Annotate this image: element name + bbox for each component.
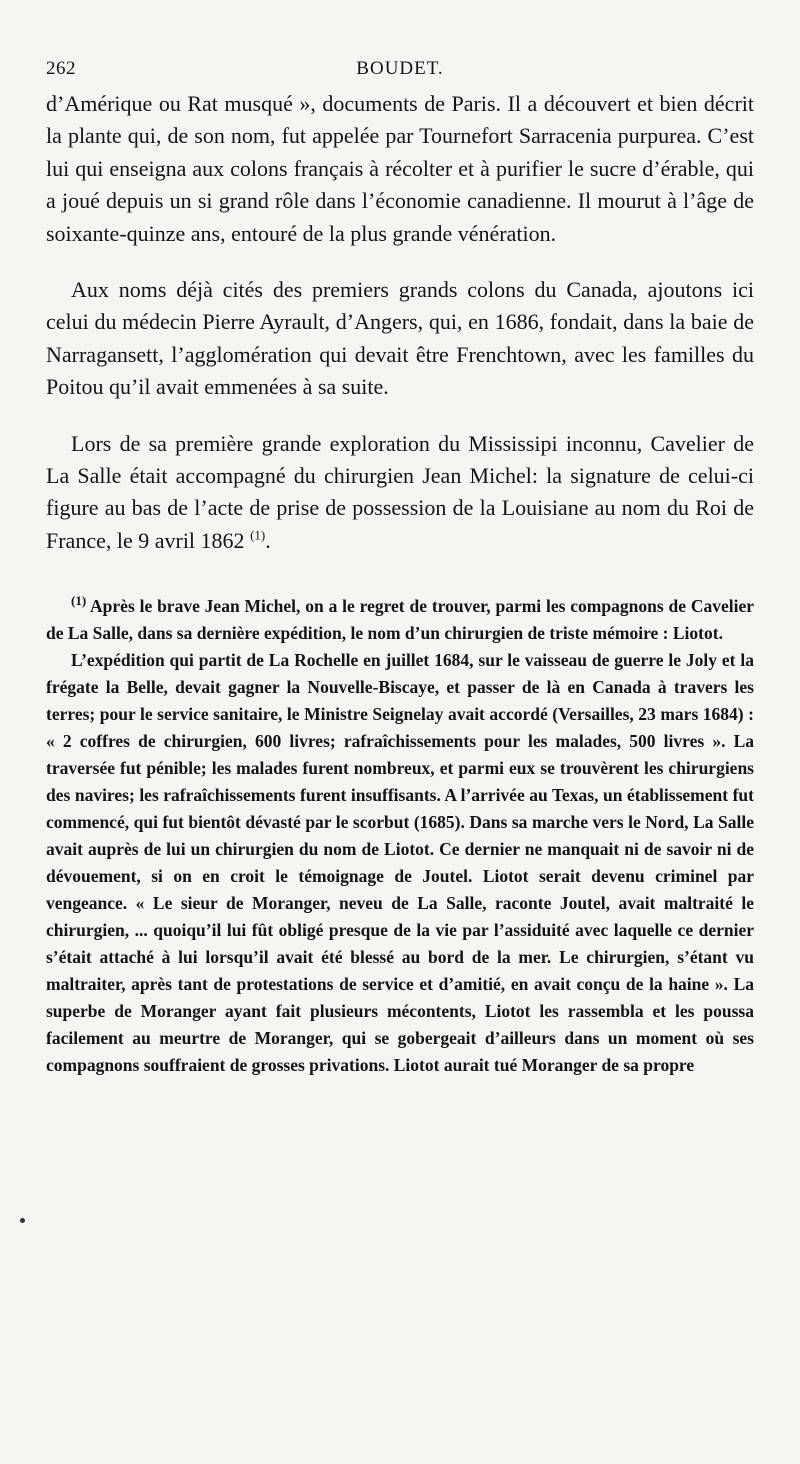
- footnotes: [46, 593, 754, 1079]
- body-paragraph-1: d’Amérique ou Rat musqué », documents de Paris. Il a découvert et bien décrit la plante qui, de son nom, fut appelée par Tournefort Sarracenia purpurea. C’est lui qui enseigna aux colons français à récolter et à purifier le sucre d’érable, qui a joué depuis un si grand rôle dans l’économie canadienne. Il mourut à l’âge de soixante-quinze ans, entouré de la plus grande vénération.: [46, 91, 754, 246]
- footnote-paragraph-2: L’expédition qui partit de La Rochelle en juillet 1684, sur le vaisseau de guerre le Joly et la frégate la Belle, devait gagner la Nouvelle-Biscaye, et passer de là en Canada à travers les terres; pour le service sanitaire, le Ministre Seignelay avait accordé (Versailles, 23 mars 1684) : « 2 coffres de chirurgien, 600 livres; rafraîchissements pour les malades, 500 livres ». La traversée fut pénible; les malades furent nombreux, et parmi eux se trouvèrent les chirurgiens des navires; les rafraîchissements furent insuffisants. A l’arrivée au Texas, un établissement fut commencé, qui fut bientôt dévasté par le scorbut (1685). Dans sa marche vers le Nord, La Salle avait auprès de lui un chirurgien du nom de Liotot. Ce dernier ne manquait ni de savoir ni de dévouement, si on en croit le témoignage de Joutel. Liotot serait devenu criminel par vengeance. « Le sieur de Moranger, neveu de La Salle, raconte Joutel, avait maltraité le chirurgien, ... quoiqu’il lui fût obligé presque de la vie par l’assiduité avec laquelle ce dernier s’était attaché à lui lorsqu’il avait été blessé au bord de la mer. Le chirurgien, s’étant vu maltraiter, après tant de protestations de service et d’amitié, en avait conçu de la haine ». La superbe de Moranger ayant fait plusieurs mécontents, Liotot les rassembla et les poussa facilement au meurtre de Moranger, qui se gobergeait d’ailleurs dans un moment où ses compagnons souffraient de grosses privations. Liotot aurait tué Moranger de sa propre: [46, 650, 754, 1076]
- footnote-marker: (1): [71, 593, 87, 609]
- footnote-paragraph-1-text: Après le brave Jean Michel, on a le regret de trouver, parmi les compagnons de Cavelier de La Salle, dans sa dernière expédition, le nom d’un chirurgien de triste mémoire : Liotot.: [46, 596, 754, 644]
- body-paragraph-3-text: Lors de sa première grande exploration du Mississipi inconnu, Cavelier de La Salle était accompagné du chirurgien Jean Michel: la signature de celui-ci figure au bas de l’acte de prise de possession de la Louisiane au nom du Roi de France, le 9 avril 1862: [46, 430, 754, 553]
- page-number: 262: [46, 58, 76, 79]
- body-paragraph-2: Aux noms déjà cités des premiers grands colons du Canada, ajoutons ici celui du médecin Pierre Ayrault, d’Angers, qui, en 1686, fondait, dans la baie de Narragansett, l’agglomération qui devait être Frenchtown, avec les familles du Poitou qu’il avait emmenées à sa suite.: [46, 277, 754, 400]
- margin-mark: [20, 1218, 25, 1223]
- page: [46, 58, 754, 1079]
- footnote-paragraph-1: [46, 593, 754, 647]
- body-paragraph-3: [46, 428, 754, 558]
- footnote-reference[interactable]: (1): [250, 527, 266, 543]
- running-title: BOUDET.: [356, 58, 444, 79]
- body-paragraph-3-end: .: [265, 527, 271, 553]
- running-head: [46, 58, 754, 88]
